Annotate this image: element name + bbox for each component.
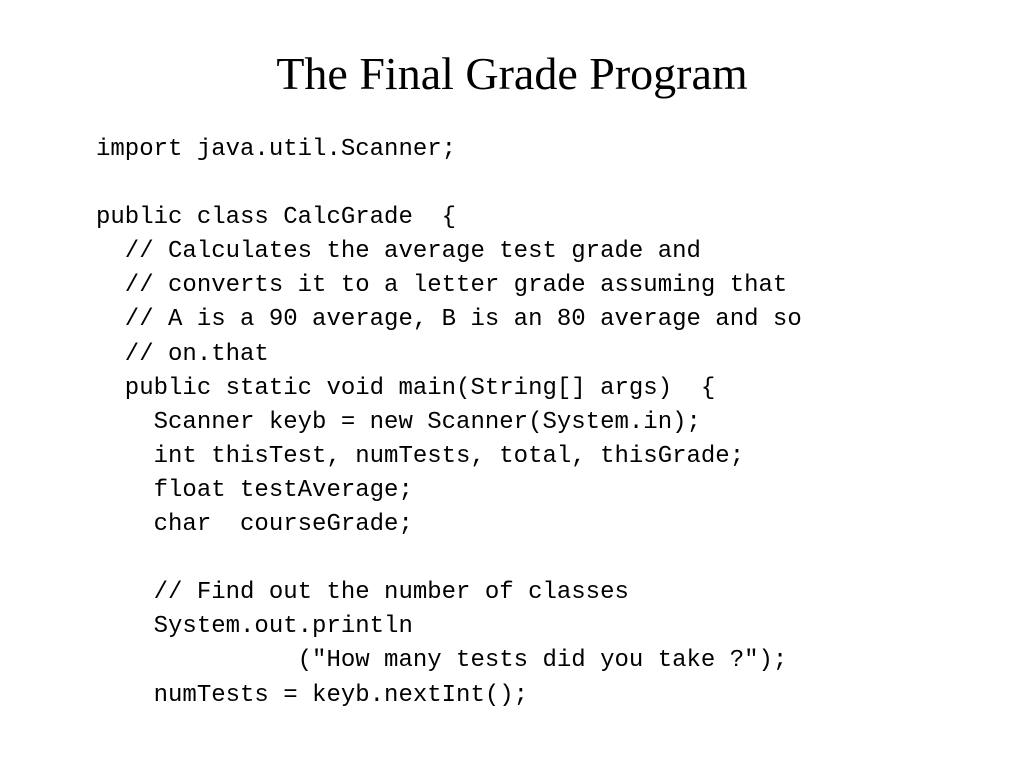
code-line: numTests = keyb.nextInt();	[96, 681, 529, 709]
slide-title: The Final Grade Program	[276, 48, 748, 99]
code-line: Scanner keyb = new Scanner(System.in);	[96, 408, 701, 436]
code-block	[96, 133, 996, 713]
code-line: // Calculates the average test grade and	[96, 238, 701, 266]
code-line: public static void main(String[] args) {	[96, 374, 716, 402]
code-line: // A is a 90 average, B is an 80 average and so	[96, 306, 802, 334]
code-line: import java.util.Scanner;	[96, 136, 457, 163]
code-line: // converts it to a letter grade assuming that	[96, 272, 788, 300]
code-line: char courseGrade;	[96, 511, 413, 539]
code-line: int thisTest, numTests, total, thisGrade;	[96, 442, 745, 470]
code-line	[96, 167, 996, 201]
code-line: float testAverage;	[96, 476, 413, 504]
code-line: // on.that	[96, 340, 269, 368]
code-line: System.out.println	[96, 613, 413, 641]
code-line: public class CalcGrade {	[96, 204, 457, 232]
code-line: // Find out the number of classes	[96, 579, 629, 607]
code-line: ("How many tests did you take ?");	[96, 647, 788, 675]
code-line	[96, 542, 996, 576]
